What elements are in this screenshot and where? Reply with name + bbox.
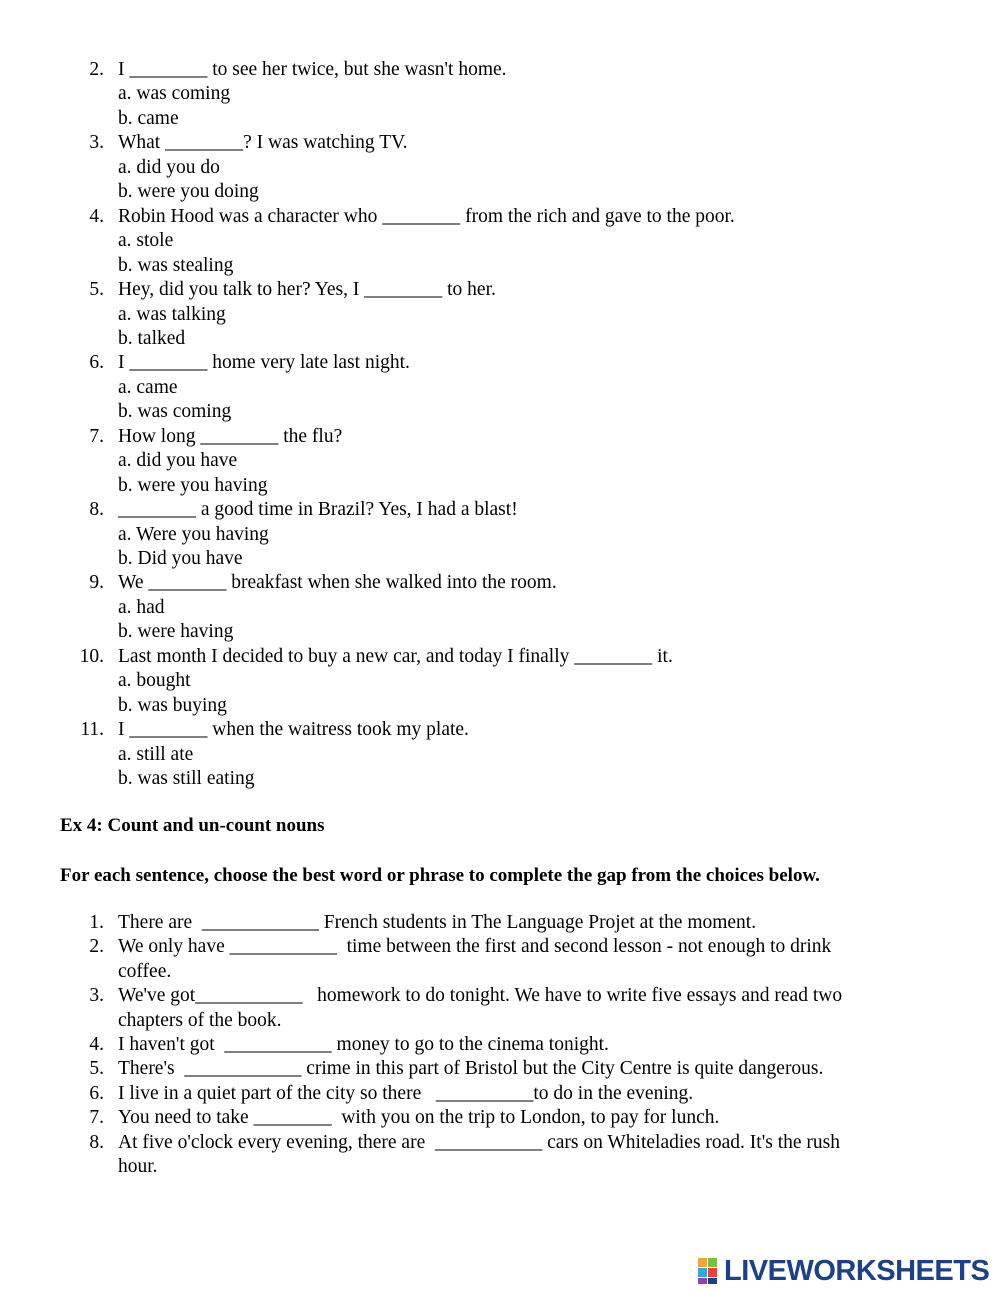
item-number: 7.	[89, 1107, 104, 1129]
sentence-line-1: We only have ___________ time between the first and second lesson - not enough to drink	[118, 936, 832, 958]
option-b: b. came	[118, 107, 179, 129]
option-b: b. were you doing	[118, 181, 259, 203]
option-a: a. bought	[118, 670, 191, 692]
sentence-line-1: I live in a quiet part of the city so there __________to do in the evening.	[118, 1082, 694, 1104]
option-b: b. was still eating	[118, 768, 255, 790]
logo-blocks-icon	[698, 1258, 722, 1284]
option-a: a. had	[118, 596, 165, 618]
question-number: 7.	[89, 425, 104, 447]
option-b: b. were having	[118, 621, 234, 643]
option-a: a. stole	[118, 230, 174, 252]
option-a: a. Were you having	[118, 523, 269, 545]
sentence-line-2: hour.	[118, 1156, 158, 1177]
question-number: 4.	[89, 205, 104, 227]
sentence-line-2: coffee.	[118, 960, 172, 982]
logo-text: LIVEWORKSHEETS	[724, 1254, 990, 1287]
sentence-line-1: At five o'clock every evening, there are ___________ cars on Whiteladies road. It's the rush	[118, 1131, 840, 1153]
question-number: 6.	[89, 352, 104, 374]
item-number: 1.	[89, 912, 104, 933]
option-a: a. was coming	[118, 83, 231, 105]
question-number: 10.	[79, 645, 104, 667]
section-title: Ex 4: Count and un-count nouns	[60, 815, 325, 836]
section-instruction: For each sentence, choose the best word or phrase to complete the gap from the choices below.	[60, 865, 820, 886]
question-number: 8.	[89, 499, 104, 521]
option-a: a. was talking	[118, 303, 226, 325]
liveworksheets-logo	[698, 1255, 989, 1287]
item-number: 2.	[89, 936, 104, 958]
question-stem: Hey, did you talk to her? Yes, I ________ to her.	[118, 279, 496, 301]
option-b: b. was buying	[118, 694, 227, 716]
question-number: 2.	[89, 59, 104, 80]
question-stem: I ________ to see her twice, but she wasn't home.	[118, 59, 507, 80]
question-stem: ________ a good time in Brazil? Yes, I had a blast!	[118, 499, 518, 521]
item-number: 8.	[89, 1131, 104, 1153]
option-b: b. were you having	[118, 474, 268, 496]
option-a: a. still ate	[118, 743, 194, 765]
option-b: b. Did you have	[118, 548, 243, 569]
question-number: 5.	[89, 279, 104, 301]
option-b: b. was coming	[118, 401, 232, 423]
sentence-line-1: You need to take ________ with you on the trip to London, to pay for lunch.	[118, 1107, 720, 1129]
question-number: 11.	[80, 719, 104, 741]
sentence-line-1: We've got___________ homework to do tonight. We have to write five essays and read two	[118, 985, 843, 1007]
option-b: b. was stealing	[118, 254, 234, 276]
item-number: 4.	[89, 1034, 104, 1055]
option-b: b. talked	[118, 327, 186, 349]
item-number: 6.	[89, 1082, 104, 1104]
question-number: 9.	[89, 572, 104, 594]
question-stem: What ________? I was watching TV.	[118, 132, 408, 154]
sentence-line-2: chapters of the book.	[118, 1009, 282, 1031]
sentence-line-1: There are ____________ French students in The Language Projet at the moment.	[118, 912, 757, 933]
question-stem: I ________ when the waitress took my plate.	[118, 719, 469, 741]
question-stem: We ________ breakfast when she walked into the room.	[118, 572, 557, 594]
option-a: a. came	[118, 376, 178, 398]
option-a: a. did you do	[118, 156, 220, 178]
question-stem: Last month I decided to buy a new car, and today I finally ________ it.	[118, 645, 673, 667]
question-stem: I ________ home very late last night.	[118, 352, 410, 374]
question-stem: Robin Hood was a character who ________ from the rich and gave to the poor.	[118, 205, 735, 227]
sentence-line-1: There's ____________ crime in this part of Bristol but the City Centre is quite dangerous.	[118, 1058, 824, 1080]
sentence-line-1: I haven't got ___________ money to go to the cinema tonight.	[118, 1034, 609, 1055]
question-number: 3.	[89, 132, 104, 154]
item-number: 3.	[89, 985, 104, 1007]
item-number: 5.	[89, 1058, 104, 1080]
question-stem: How long ________ the flu?	[118, 425, 343, 447]
option-a: a. did you have	[118, 450, 238, 472]
